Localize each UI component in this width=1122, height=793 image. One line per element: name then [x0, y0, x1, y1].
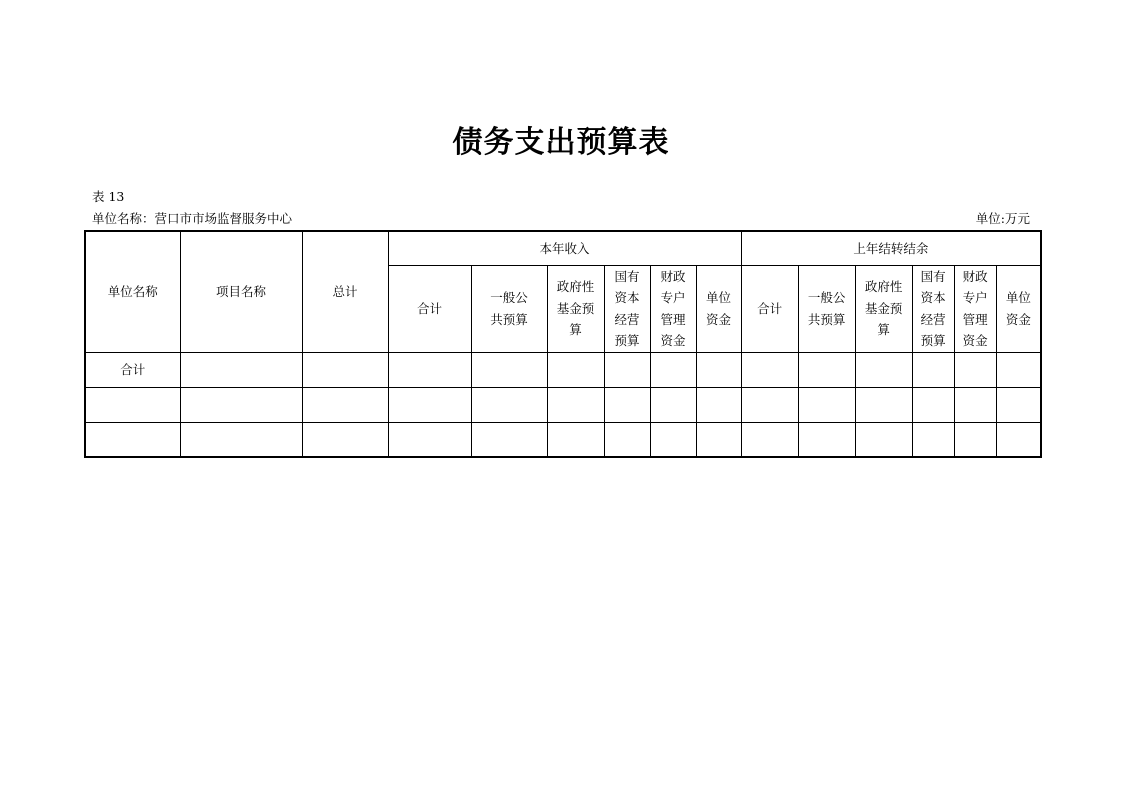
header-income-fiscal-special-funds: 财政专户管理资金	[650, 265, 696, 352]
table-number: 表 13	[92, 189, 125, 204]
cell-value	[798, 422, 855, 457]
table-row	[85, 387, 1041, 422]
cell-unit-name	[85, 387, 180, 422]
cell-value	[798, 352, 855, 387]
header-project-name: 项目名称	[180, 231, 302, 352]
cell-value	[650, 422, 696, 457]
cell-value	[696, 422, 741, 457]
header-income-general-public-budget: 一般公共预算	[471, 265, 547, 352]
cell-value	[604, 387, 650, 422]
cell-value	[696, 387, 741, 422]
cell-project-name	[180, 422, 302, 457]
cell-value	[471, 352, 547, 387]
cell-total	[302, 387, 388, 422]
unit-name-label: 单位名称：营口市市场监督服务中心	[92, 211, 293, 226]
cell-value	[650, 352, 696, 387]
cell-value	[471, 422, 547, 457]
cell-value	[388, 422, 471, 457]
cell-value	[547, 352, 604, 387]
cell-value	[388, 352, 471, 387]
currency-unit: 单位:万元	[975, 211, 1030, 226]
cell-value	[912, 352, 954, 387]
header-carryover-fiscal-special-funds: 财政专户管理资金	[954, 265, 996, 352]
cell-value	[912, 422, 954, 457]
header-carryover-unit-funds: 单位资金	[996, 265, 1041, 352]
cell-value	[954, 387, 996, 422]
table-row	[85, 422, 1041, 457]
cell-value	[741, 387, 798, 422]
cell-unit-name	[85, 422, 180, 457]
header-total: 总计	[302, 231, 388, 352]
cell-value	[996, 422, 1041, 457]
header-last-year-carryover: 上年结转结余	[741, 231, 1041, 265]
cell-value	[855, 352, 912, 387]
header-carryover-gov-fund-budget: 政府性基金预算	[855, 265, 912, 352]
header-income-state-capital-budget: 国有资本经营预算	[604, 265, 650, 352]
cell-value	[798, 387, 855, 422]
cell-project-name	[180, 352, 302, 387]
cell-value	[388, 387, 471, 422]
cell-total	[302, 352, 388, 387]
header-carryover-state-capital-budget: 国有资本经营预算	[912, 265, 954, 352]
cell-value	[471, 387, 547, 422]
cell-value	[547, 387, 604, 422]
cell-value	[604, 352, 650, 387]
header-income-total: 合计	[388, 265, 471, 352]
header-carryover-general-public-budget: 一般公共预算	[798, 265, 855, 352]
cell-value	[855, 422, 912, 457]
cell-value	[954, 352, 996, 387]
cell-unit-name: 合计	[85, 352, 180, 387]
header-income-unit-funds: 单位资金	[696, 265, 741, 352]
header-carryover-total: 合计	[741, 265, 798, 352]
header-income-gov-fund-budget: 政府性基金预算	[547, 265, 604, 352]
cell-value	[954, 422, 996, 457]
cell-value	[855, 387, 912, 422]
cell-project-name	[180, 387, 302, 422]
cell-value	[741, 352, 798, 387]
header-row-group	[85, 231, 1041, 265]
debt-expenditure-budget-table	[84, 230, 1042, 458]
cell-value	[604, 422, 650, 457]
cell-value	[650, 387, 696, 422]
cell-value	[547, 422, 604, 457]
cell-value	[696, 352, 741, 387]
cell-value	[996, 387, 1041, 422]
cell-total	[302, 422, 388, 457]
header-current-year-income: 本年收入	[388, 231, 741, 265]
table-row-total	[85, 352, 1041, 387]
cell-value	[996, 352, 1041, 387]
header-unit-name: 单位名称	[85, 231, 180, 352]
cell-value	[741, 422, 798, 457]
page-title: 债务支出预算表	[452, 125, 670, 160]
cell-value	[912, 387, 954, 422]
